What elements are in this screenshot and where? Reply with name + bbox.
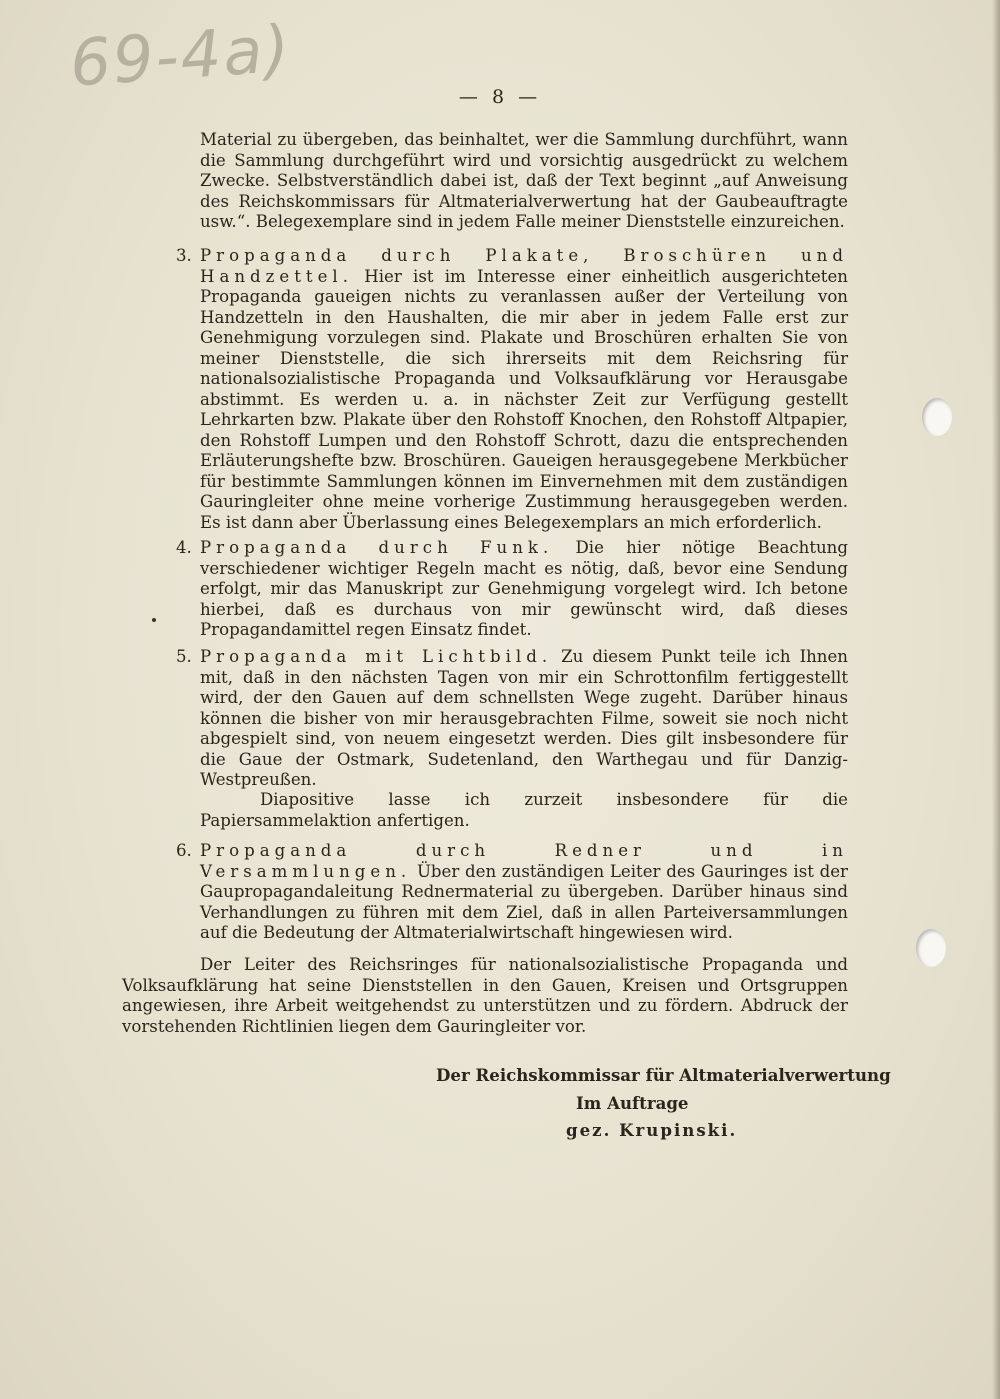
page-number: — 8 — bbox=[458, 86, 542, 108]
section-text: Über den zuständigen Leiter des Gauringes ist der Gaupropagandaleitung Rednermaterial zu übergeben. Darüber hinaus sind Verhandlungen zu führen mit dem Ziel, daß in allen Parteiversammlungen auf die Bedeutung der Altmaterialwirtschaft hingewiesen wird. bbox=[200, 861, 848, 942]
list-number: 3. bbox=[176, 246, 192, 265]
section-text: Die hier nötige Beachtung verschiedener wichtiger Regeln macht es nötig, daß, bevor eine Sendung erfolgt, mir das Manuskript zur Genehmigung vorgelegt wird. Ich betone hierbei, daß es durchaus von mir gewünscht wird, daß dieses Propagandamittel regen Einsatz findet. bbox=[200, 538, 848, 639]
section-text: Zu diesem Punkt teile ich Ihnen mit, daß in den nächsten Tagen von mir ein Schrottonfilm fertiggestellt wird, der den Gauen auf dem schnellsten Wege zugeht. Darüber hinaus können die bisher von mir herausgebrachten Filme, soweit sie noch nicht abgespielt sind, von neuem eingesetzt werden. Dies gilt insbesondere für die Gaue der Ostmark, Sudetenland, den Warthegau und für Danzig-Westpreußen. bbox=[200, 647, 848, 789]
punch-hole-bottom bbox=[916, 929, 946, 967]
section-heading: Propaganda mit Lichtbild. bbox=[200, 647, 553, 666]
intro-paragraph: Material zu übergeben, das beinhaltet, wer die Sammlung durchführt, wann die Sammlung durchgeführt wird und vorsichtig ausgedrückt zu welchem Zwecke. Selbstverständlich dabei ist, daß der Text beginnt „auf Anweisung des Reichskommissars für Altmaterialverwertung hat der Gaubeauftragte usw.“. Belegexemplare sind in jedem Falle meiner Dienststelle einzureichen. bbox=[200, 130, 848, 231]
closing-paragraph: Der Leiter des Reichsringes für nationalsozialistische Propaganda und Volksaufklärung hat seine Dienststellen in den Gauen, Kreisen und Ortsgruppen angewiesen, ihre Arbeit weitgehendst zu unterstützen und zu fördern. Abdruck der vorstehenden Richtlinien liegen dem Gauringleiter vor. bbox=[122, 955, 848, 1036]
signature-office: Der Reichskommissar für Altmaterialverwertung bbox=[436, 1065, 891, 1085]
page-edge-shadow bbox=[992, 0, 1000, 1399]
list-number: 6. bbox=[176, 841, 192, 860]
section-text: Hier ist im Interesse einer einheitlich ausgerichteten Propaganda gaueigen nichts zu veranlassen außer der Verteilung von Handzetteln in den Haushalten, die mir aber in jedem Falle erst zur Genehmigung vorzulegen sind. Plakate und Broschüren erhalten Sie von meiner Dienststelle, die sich ihrerseits mit dem Reichsring für nationalsozialistische Propaganda und Volksaufklärung vor Herausgabe abstimmt. Es werden u. a. in nächster Zeit zur Verfügung gestellt Lehrkarten bzw. Plakate über den Rohstoff Knochen, den Rohstoff Altpapier, den Rohstoff Lumpen und den Rohstoff Schrott, dazu die entsprechenden Erläuterungshefte bzw. Broschüren. Gaueigen herausgegebene Merkbücher für bestimmte Sammlungen können im Einvernehmen mit dem zuständigen Gauringleiter ohne meine vorherige Zustimmung herausgegeben werden. Es ist dann aber Überlassung eines Belegexemplars an mich erforderlich. bbox=[200, 266, 848, 532]
section-heading: Propaganda durch Redner und in Versammlungen. bbox=[200, 841, 848, 881]
punch-hole-top bbox=[922, 398, 952, 436]
section-extra-text: Diapositive lasse ich zurzeit insbesondere für die Papiersammelaktion anfertigen. bbox=[200, 790, 848, 830]
handwritten-archive-note: 69-4a) bbox=[67, 12, 294, 102]
section-heading: Propaganda durch Plakate, Broschüren und Handzettel. bbox=[200, 246, 848, 286]
section-heading: Propaganda durch Funk. bbox=[200, 538, 554, 557]
list-number: 5. bbox=[176, 647, 192, 666]
list-item-body bbox=[200, 246, 848, 533]
list-item-body bbox=[200, 538, 848, 641]
list-item-body bbox=[200, 841, 848, 944]
list-item-body bbox=[200, 647, 848, 791]
list-number: 4. bbox=[176, 538, 192, 557]
signature-name: gez. Krupinski. bbox=[566, 1120, 738, 1140]
signature-on-behalf: Im Auftrage bbox=[576, 1093, 689, 1113]
margin-mark bbox=[152, 618, 156, 622]
